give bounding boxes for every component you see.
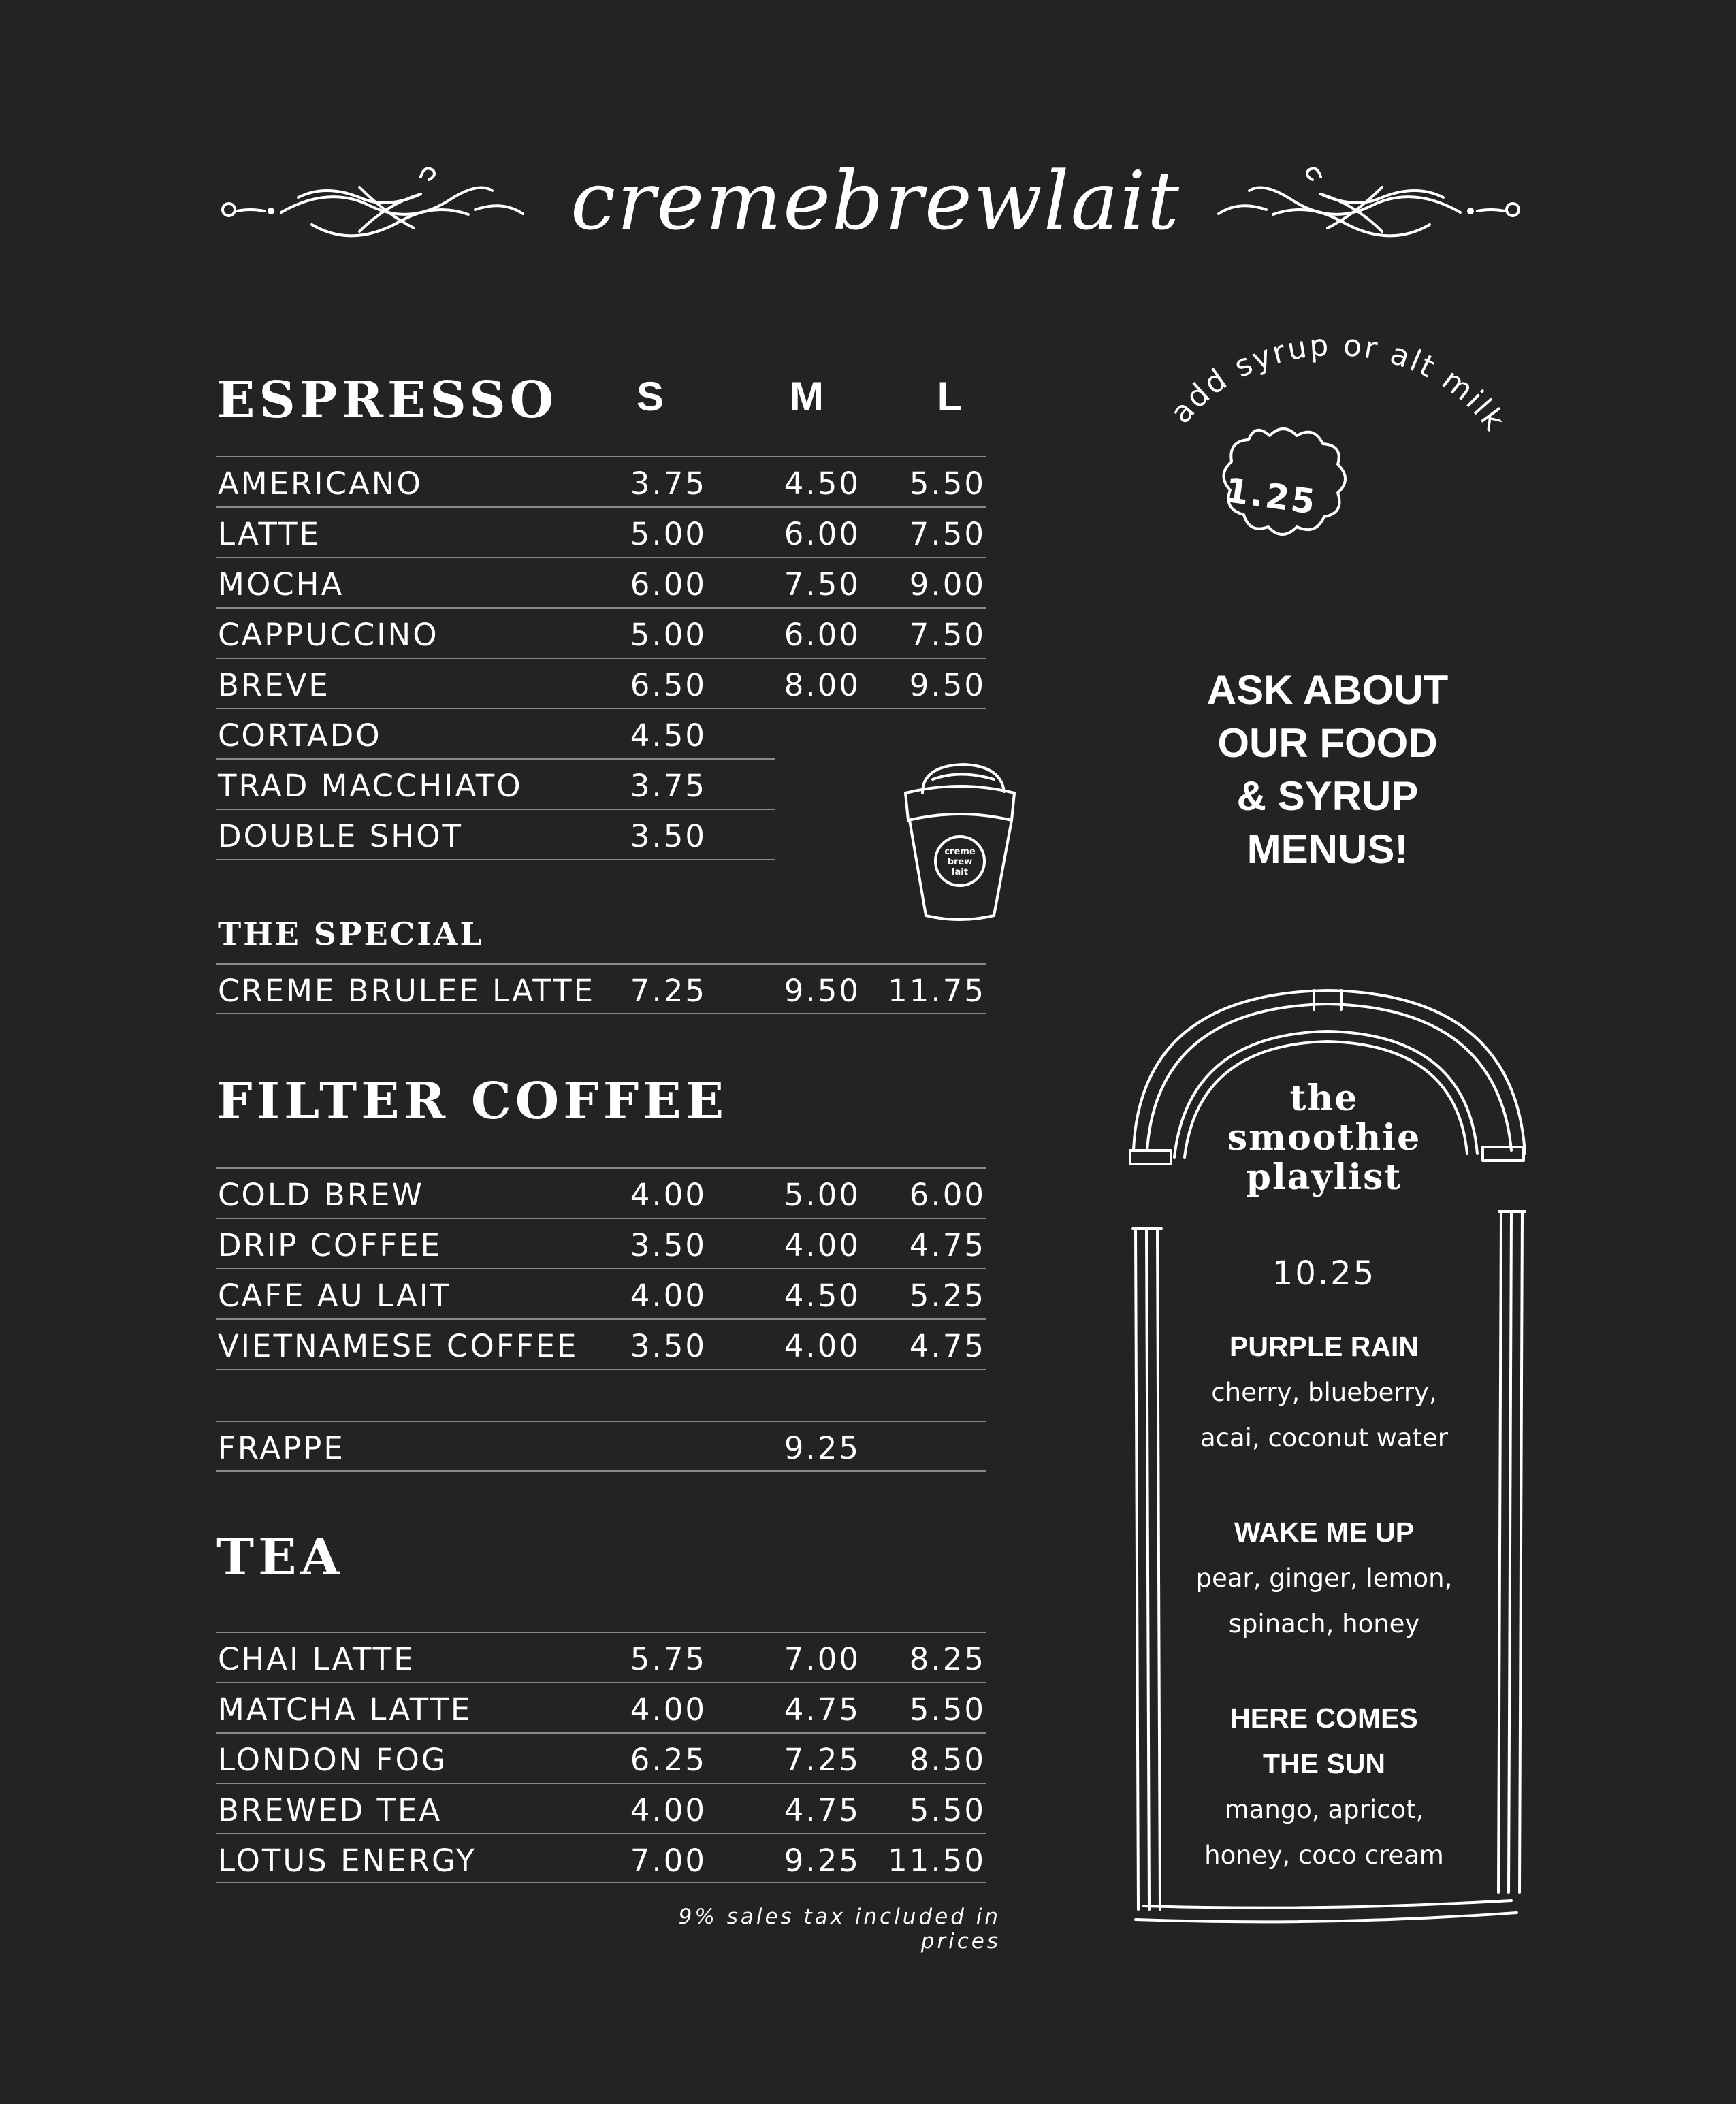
price-large: 9.50 <box>909 667 986 703</box>
item-name: CAPPUCCINO <box>218 617 439 653</box>
item-name: FRAPPE <box>218 1430 345 1466</box>
tax-note: 9% sales tax included in prices <box>678 1905 1001 1954</box>
menu-item-row <box>216 1421 986 1471</box>
price-medium: 4.75 <box>784 1692 861 1728</box>
price-medium: 4.00 <box>784 1227 861 1263</box>
price-medium: 9.25 <box>784 1430 861 1466</box>
item-name: CREME BRULEE LATTE <box>218 973 596 1009</box>
menu-item-row <box>216 658 986 708</box>
price-large: 8.50 <box>909 1742 986 1778</box>
price-medium: 4.75 <box>784 1792 861 1828</box>
price-small: 7.00 <box>630 1843 707 1879</box>
item-name: COLD BREW <box>218 1177 424 1213</box>
smoothie-name: THE SUN <box>1263 1748 1385 1779</box>
item-name: CHAI LATTE <box>218 1641 415 1677</box>
filter-coffee-list <box>216 1167 986 1471</box>
price-large: 4.75 <box>909 1227 986 1263</box>
price-medium: 7.25 <box>784 1742 861 1778</box>
price-small: 3.50 <box>630 1227 707 1263</box>
smoothie-title <box>1171 1079 1477 1197</box>
section-title-tea: TEA <box>216 1528 344 1587</box>
cup-label-line: brew <box>947 857 973 867</box>
item-name: DOUBLE SHOT <box>218 818 463 854</box>
price-large: 5.50 <box>909 1792 986 1828</box>
price-medium: 4.50 <box>784 466 861 502</box>
item-name: LATTE <box>218 516 321 552</box>
ask-about-menus-note <box>1157 664 1498 876</box>
price-large: 5.50 <box>909 466 986 502</box>
ask-line: OUR FOOD <box>1217 720 1438 766</box>
ask-line: & SYRUP <box>1236 773 1419 819</box>
divider <box>216 1882 986 1883</box>
menu-item-row <box>216 1783 986 1833</box>
price-medium: 7.00 <box>784 1641 861 1677</box>
price-large: 7.50 <box>909 617 986 653</box>
flourish-right-ornament <box>1205 157 1525 252</box>
menu-item-row <box>216 708 986 758</box>
cup-label-line: lait <box>952 867 968 877</box>
menu-item-row <box>216 1682 986 1732</box>
menu-item-row <box>216 1732 986 1783</box>
smoothie-item <box>1171 1696 1477 1878</box>
price-large: 11.75 <box>888 973 986 1009</box>
price-large: 5.25 <box>909 1278 986 1314</box>
price-medium: 8.00 <box>784 667 861 703</box>
item-name: MOCHA <box>218 566 344 602</box>
price-small: 5.00 <box>630 617 707 653</box>
menu-item-row <box>216 456 986 506</box>
price-small: 3.50 <box>630 818 707 854</box>
svg-text:add syrup or alt milk <box>1163 328 1513 438</box>
brand-logo: cremebrewlait <box>570 154 1181 248</box>
item-name: AMERICANO <box>218 466 423 502</box>
menu-item-row <box>216 506 986 557</box>
price-medium: 7.50 <box>784 566 861 602</box>
menu-item-row <box>216 1167 986 1218</box>
size-header-medium: M <box>790 374 824 419</box>
ask-line: ASK ABOUT <box>1206 667 1449 713</box>
smoothie-ingredients: mango, apricot, honey, coco cream <box>1204 1795 1444 1870</box>
price-small: 3.50 <box>630 1328 707 1364</box>
price-small: 7.25 <box>630 973 707 1009</box>
smoothie-list <box>1171 1324 1477 1927</box>
smoothie-title-line: smoothie <box>1227 1117 1421 1159</box>
price-small: 6.50 <box>630 667 707 703</box>
menu-item-row <box>216 963 986 1014</box>
price-small: 4.00 <box>630 1278 707 1314</box>
addon-badge <box>1157 327 1539 613</box>
price-small: 4.00 <box>630 1692 707 1728</box>
size-header-small: S <box>636 374 664 419</box>
price-large: 9.00 <box>909 566 986 602</box>
addon-text: add syrup or alt milk <box>1163 327 1513 438</box>
item-name: TRAD MACCHIATO <box>218 768 523 804</box>
divider <box>216 1470 986 1472</box>
item-name: VIETNAMESE COFFEE <box>218 1328 579 1364</box>
item-name: DRIP COFFEE <box>218 1227 443 1263</box>
espresso-list <box>216 456 986 859</box>
cup-label-line: creme <box>944 847 976 857</box>
menu-item-row <box>216 809 986 859</box>
item-name: CORTADO <box>218 717 382 754</box>
smoothie-ingredients: cherry, blueberry, acai, coconut water <box>1200 1378 1449 1453</box>
special-list <box>216 963 986 1014</box>
section-title-filter-coffee: FILTER COFFEE <box>216 1072 728 1131</box>
smoothie-name: PURPLE RAIN <box>1229 1331 1419 1362</box>
price-large: 8.25 <box>909 1641 986 1677</box>
item-name: CAFE AU LAIT <box>218 1278 451 1314</box>
tea-list <box>216 1632 986 1883</box>
price-small: 4.00 <box>630 1177 707 1213</box>
smoothie-name: HERE COMES <box>1230 1702 1418 1734</box>
smoothie-title-line: the <box>1289 1078 1359 1119</box>
divider <box>216 859 775 860</box>
menu-item-row <box>216 557 986 607</box>
price-large: 11.50 <box>888 1843 986 1879</box>
price-medium: 4.50 <box>784 1278 861 1314</box>
section-title-special: THE SPECIAL <box>218 916 484 952</box>
price-small: 4.00 <box>630 1792 707 1828</box>
spacer-row <box>216 1369 986 1421</box>
size-header-large: L <box>937 374 963 419</box>
price-small: 3.75 <box>630 768 707 804</box>
price-medium: 6.00 <box>784 516 861 552</box>
smoothie-name: WAKE ME UP <box>1234 1517 1415 1548</box>
smoothie-ingredients: pear, ginger, lemon, spinach, honey <box>1195 1564 1453 1638</box>
price-small: 5.00 <box>630 516 707 552</box>
price-small: 4.50 <box>630 717 707 754</box>
price-small: 6.00 <box>630 566 707 602</box>
item-name: LONDON FOG <box>218 1742 447 1778</box>
price-large: 6.00 <box>909 1177 986 1213</box>
price-small: 3.75 <box>630 466 707 502</box>
menu-item-row <box>216 607 986 658</box>
price-medium: 6.00 <box>784 617 861 653</box>
smoothie-item <box>1171 1510 1477 1647</box>
price-medium: 9.50 <box>784 973 861 1009</box>
addon-price: 1.25 <box>1222 470 1320 523</box>
item-name: MATCHA LATTE <box>218 1692 472 1728</box>
smoothie-price: 10.25 <box>1272 1255 1377 1293</box>
smoothie-title-line: playlist <box>1246 1156 1402 1198</box>
price-large: 7.50 <box>909 516 986 552</box>
price-small: 5.75 <box>630 1641 707 1677</box>
menu-item-row <box>216 758 986 809</box>
menu-item-row <box>216 1632 986 1682</box>
item-name: LOTUS ENERGY <box>218 1843 477 1879</box>
menu-item-row <box>216 1833 986 1883</box>
item-name: BREVE <box>218 667 330 703</box>
price-medium: 9.25 <box>784 1843 861 1879</box>
price-large: 5.50 <box>909 1692 986 1728</box>
coffee-cup-icon <box>885 752 1035 929</box>
menu-item-row <box>216 1218 986 1268</box>
flourish-left-ornament <box>216 157 536 252</box>
ask-line: MENUS! <box>1247 826 1409 872</box>
item-name: BREWED TEA <box>218 1792 443 1828</box>
section-title-espresso: ESPRESSO <box>216 371 558 430</box>
menu-item-row <box>216 1268 986 1318</box>
divider <box>216 1013 986 1014</box>
price-medium: 5.00 <box>784 1177 861 1213</box>
price-small: 6.25 <box>630 1742 707 1778</box>
price-medium: 4.00 <box>784 1328 861 1364</box>
smoothie-item <box>1171 1324 1477 1461</box>
price-large: 4.75 <box>909 1328 986 1364</box>
menu-item-row <box>216 1318 986 1369</box>
